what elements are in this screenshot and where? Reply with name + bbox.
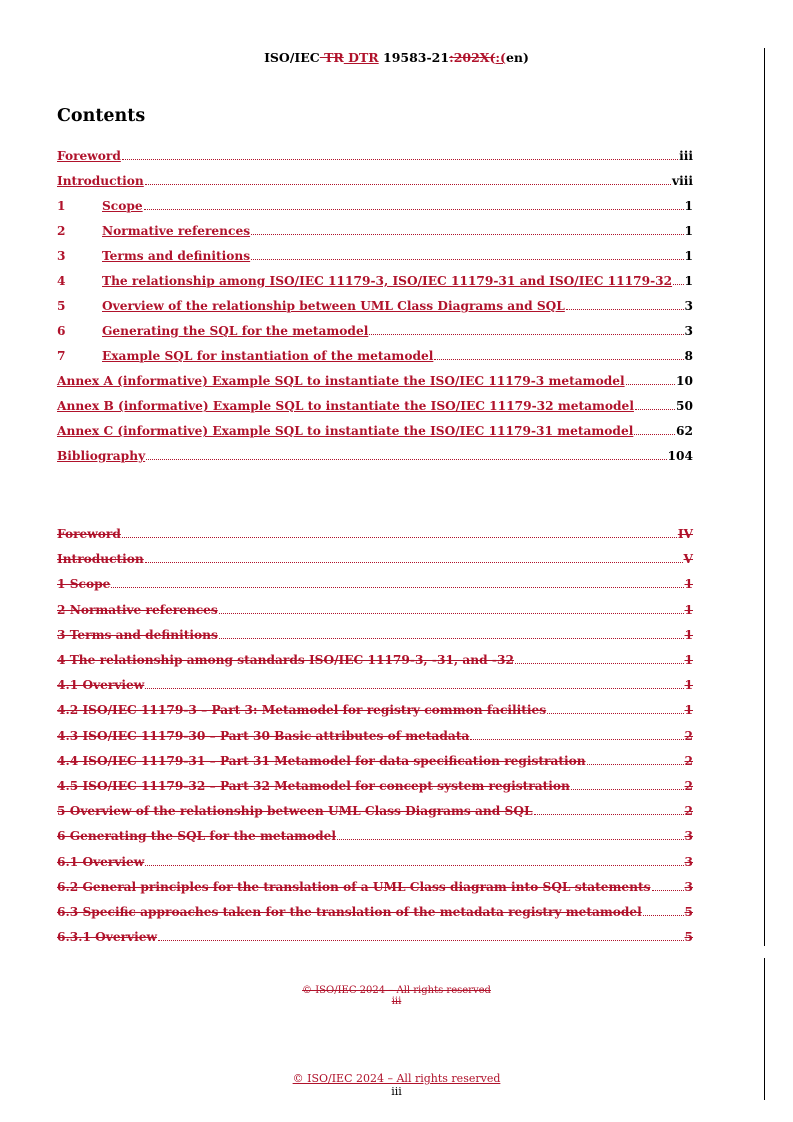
toc-page-number: 1 [684,653,693,667]
toc-entry-text: Annex B (informative) Example SQL to instantiate the ISO/IEC 11179-32 metamodel [57,399,634,413]
toc-entry[interactable] [57,752,693,768]
toc-entry[interactable] [57,626,693,642]
header-inserted-colon: :( [495,50,506,65]
toc-page-number: 5 [684,930,693,945]
toc-page-number: 8 [684,349,693,363]
toc-entry-label[interactable] [57,449,145,463]
toc-entry-text: 6.3.1 Overview [57,930,157,945]
toc-entry[interactable] [57,903,693,919]
toc-entry-text: Annex A (informative) Example SQL to instantiate the ISO/IEC 11179-3 metamodel [57,374,625,388]
toc-page-number: 3 [684,854,693,869]
toc-entry-label[interactable] [57,628,218,642]
toc-entry-label[interactable] [57,399,634,413]
toc-entry[interactable] [57,172,693,188]
toc-leader [634,434,675,435]
toc-entry-text: Introduction [57,552,144,567]
toc-entry[interactable] [57,777,693,793]
toc-leader [145,184,671,185]
toc-entry[interactable] [57,247,693,263]
toc-entry[interactable] [57,651,693,667]
header-inserted-dtr: DTR [343,50,379,65]
header-deleted-tr: TR [319,50,344,65]
toc-entry[interactable] [57,928,693,944]
toc-entry[interactable] [57,197,693,213]
toc-entry[interactable] [57,701,693,717]
toc-leader [251,234,683,235]
toc-entry-label[interactable] [57,779,570,793]
toc-entry-label[interactable] [57,880,651,894]
toc-entry[interactable] [57,447,693,463]
toc-leader [158,940,684,941]
toc-leader [673,284,683,285]
toc-page-number: 1 [684,249,693,263]
toc-entry[interactable] [57,147,693,163]
toc-entry-text: 5 Overview of the relationship between UML Class Diagrams and SQL [57,804,533,819]
toc-entry[interactable] [57,525,693,541]
toc-page-number: 2 [684,779,693,793]
toc-entry-label[interactable] [57,855,144,869]
toc-entry-label[interactable] [57,603,218,617]
header-prefix: ISO/IEC [264,50,320,65]
toc-entry-label[interactable] [57,149,121,163]
toc-entry-number: 2 [57,224,66,238]
toc-entry-text: 3 Terms and definitions [57,627,218,642]
toc-leader [251,259,683,260]
toc-leader [643,915,684,916]
toc-leader [635,409,675,410]
toc-entry-label[interactable] [57,249,250,263]
toc-leader [566,309,684,310]
toc-entry-label[interactable] [57,930,157,944]
toc-entry-number: 5 [57,299,66,313]
toc-entry[interactable] [57,878,693,894]
toc-leader [369,334,683,335]
toc-leader [219,613,684,614]
toc-entry[interactable] [57,727,693,743]
toc-entry[interactable] [57,575,693,591]
toc-entry-label[interactable] [57,804,533,818]
toc-entry[interactable] [57,347,693,363]
toc-entry-label[interactable] [57,829,336,843]
toc-entry[interactable] [57,827,693,843]
change-bar-top [764,48,765,946]
footer-deleted-copyright: © ISO/IEC 2024 – All rights reserved [302,985,491,996]
toc-entry-text: 1 Scope [57,577,111,592]
toc-entry[interactable] [57,853,693,869]
toc-entry-text: 4.3 ISO/IEC 11179-30 – Part 30 Basic attributes of metadata [57,728,470,743]
toc-entry-label[interactable] [57,577,110,591]
toc-page-number: 10 [676,374,693,388]
toc-leader [470,739,683,740]
toc-page-number: V [683,552,693,567]
toc-page-number: 1 [684,199,693,213]
toc-leader [145,688,683,689]
toc-entry[interactable] [57,550,693,566]
toc-leader [434,359,683,360]
toc-entry[interactable] [57,297,693,313]
toc-page-number: 1 [684,602,693,617]
toc-leader [626,384,675,385]
toc-leader [122,159,678,160]
toc-entry[interactable] [57,322,693,338]
toc-leader [146,459,666,460]
toc-page-number: 1 [684,224,693,238]
toc-entry-text: Foreword [57,149,121,163]
toc-entry-label[interactable] [57,324,368,338]
toc-page-number: 2 [684,753,693,768]
toc-entry-text: 6.3 Specific approaches taken for the translation of the metadata registry metamodel [57,905,642,919]
footer-page: iii [391,1085,402,1098]
toc-entry-label[interactable] [57,653,514,667]
toc-entry-label[interactable] [57,274,672,288]
toc-page-number: 3 [684,829,693,844]
toc-entry-text: 4.2 ISO/IEC 11179-3 – Part 3: Metamodel for registry common facilities [57,703,547,718]
toc-entry-text: Bibliography [57,449,146,463]
toc-leader [145,865,683,866]
toc-leader [534,814,684,815]
toc-entry-label[interactable] [57,905,642,919]
toc-entry-text: Normative references [102,224,251,238]
toc-entry-label[interactable] [57,703,546,717]
header-number: 19583-21 [378,50,450,65]
toc-entry-number: 4 [57,274,66,288]
toc-leader [587,764,684,765]
toc-entry-text: 4 The relationship among standards ISO/IEC 11179-3, -31, and -32 [57,653,514,667]
toc-leader [652,890,684,891]
toc-entry-label[interactable] [57,678,144,692]
toc-entry-text: Generating the SQL for the metamodel [102,324,369,338]
toc-entry-label[interactable] [57,424,633,438]
toc-entry-number: 6 [57,324,66,338]
toc-entry[interactable] [57,372,693,388]
footer [0,1072,793,1098]
toc-entry-text: Terms and definitions [102,249,251,263]
toc-leader [515,663,684,664]
footer-deleted-page: iii [391,996,402,1007]
toc-entry[interactable] [57,422,693,438]
toc-leader [337,839,683,840]
toc-leader [144,209,684,210]
toc-leader [111,587,683,588]
toc-page-number: 2 [684,804,693,819]
toc-page-number: 1 [684,577,693,592]
toc-entry-text: 4.1 Overview [57,678,145,693]
toc-entry[interactable] [57,397,693,413]
toc-entry[interactable] [57,222,693,238]
toc-page-number: iii [679,149,693,163]
toc-leader [122,537,677,538]
toc-page-number: 1 [684,274,693,288]
toc-page-number: 104 [667,449,693,463]
header-deleted-year: :202X( [449,50,496,65]
contents-title: Contents [57,106,146,126]
toc-leader [571,789,684,790]
toc-page-number: viii [672,174,693,188]
toc-page-number: 3 [684,879,693,894]
toc-entry-text: The relationship among ISO/IEC 11179-3, ISO/IEC 11179-31 and ISO/IEC 11179-32 [102,274,673,288]
toc-entry[interactable] [57,272,693,288]
toc-page-number: 62 [676,424,693,438]
toc-entry-label[interactable] [57,374,625,388]
toc-entry-text: Introduction [57,174,144,188]
toc-entry-text: Overview of the relationship between UML Class Diagrams and SQL [102,299,565,313]
toc-entry-label[interactable] [57,729,469,743]
toc-leader [547,713,683,714]
toc-page-number: IV [677,527,693,541]
toc-entry-text: 6.1 Overview [57,854,145,869]
toc-entry-label[interactable] [57,754,586,768]
toc-entry-label[interactable] [57,349,433,363]
toc-page-number: 1 [684,627,693,642]
header-suffix: en) [505,50,529,65]
toc-page-number: 3 [684,299,693,313]
toc-page-number: 1 [684,678,693,693]
toc-entry-text: Example SQL for instantiation of the metamodel [102,349,434,363]
toc-entry[interactable] [57,802,693,818]
toc-entry-text: 4.4 ISO/IEC 11179-31 – Part 31 Metamodel for data specification registration [57,753,586,768]
toc-entry-text: Annex C (informative) Example SQL to instantiate the ISO/IEC 11179-31 metamodel [57,424,634,438]
toc-entry-number: 3 [57,249,66,263]
toc-leader [145,562,683,563]
toc-entry-text: 4.5 ISO/IEC 11179-32 – Part 32 Metamodel for concept system registration [57,779,570,793]
toc-page-number: 50 [676,399,693,413]
toc-entry[interactable] [57,601,693,617]
toc-entry-label[interactable] [57,527,121,541]
toc-entry-text: 2 Normative references [57,602,218,617]
toc-page-number: 2 [684,728,693,743]
toc-entry-label[interactable] [57,552,144,566]
toc-entry-label[interactable] [57,299,565,313]
toc-page-number: 1 [684,703,693,718]
toc-entry-label[interactable] [57,174,144,188]
toc-entry[interactable] [57,676,693,692]
toc-entry-text: Scope [102,199,143,213]
toc-page-number: 3 [684,324,693,338]
toc-leader [219,638,684,639]
toc-entry-number: 7 [57,349,66,363]
toc-entry-text: 6.2 General principles for the translation of a UML Class diagram into SQL statements [57,879,651,894]
toc-entry-text: 6 Generating the SQL for the metamodel [57,829,337,844]
footer-copyright: © ISO/IEC 2024 – All rights reserved [292,1072,501,1085]
toc-entry-number: 1 [57,199,66,213]
footer-deleted [0,985,793,1007]
document-header [0,50,793,65]
toc-page-number: 5 [684,905,693,919]
toc-entry-label[interactable] [57,199,143,213]
toc-entry-text: Foreword [57,527,121,541]
toc-entry-label[interactable] [57,224,250,238]
